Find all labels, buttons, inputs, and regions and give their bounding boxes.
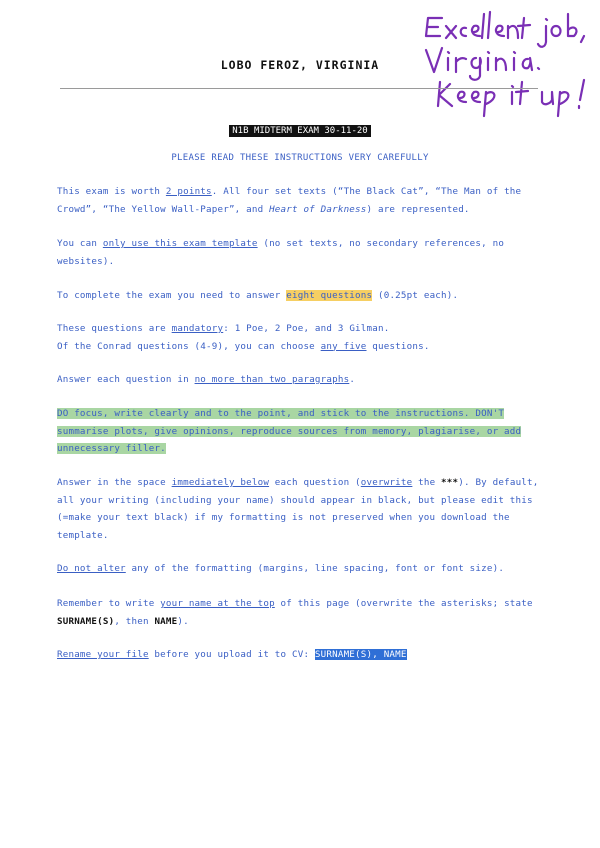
p9-text-e: , then [114,615,155,627]
instruction-name [57,595,547,630]
p10-filename-format: SURNAME(S), NAME [314,649,407,660]
p4-mandatory: mandatory [171,323,224,334]
p7-text-g: ). By default, all your writing (including your name) should appear in black, but please edit this (=make your text black) if my formatting is not preserved when you download the template. [57,477,539,541]
instruction-answer-space [57,474,547,544]
instruction-mandatory [57,320,547,355]
p3-text-c: (0.25pt each). [372,290,459,301]
p3-eight-questions: eight questions [286,290,373,301]
exam-title: N1B MIDTERM EXAM 30-11-20 [229,125,370,137]
p1-text-a: This exam is worth [57,186,166,197]
p9-surname: SURNAME(S) [57,615,115,627]
p5-two-paragraphs: no more than two paragraphs [194,374,350,385]
p7-asterisks: *** [441,477,459,488]
p4-text-a: These questions are [57,323,172,334]
instruction-length [57,371,547,389]
p7-text-a: Answer in the space [57,477,172,488]
handwriting-line-3 [438,80,584,116]
handwriting-line-1 [426,12,584,47]
p8-text-b: any of the formatting (margins, line spacing, font or font size). [125,563,505,574]
p3-text-a: To complete the exam you need to answer [57,290,287,301]
p7-overwrite: overwrite [360,477,413,488]
p9-name-at-top: your name at the top [160,598,275,609]
p1-text-c: . All four set texts (“The Black Cat”, “The Man of the Crowd”, “The Yellow Wall-Paper”, and [57,186,522,215]
p4-text-f: questions. [366,340,430,352]
p9-text-a: Remember to write [57,598,161,609]
instruction-formatting [57,560,547,578]
p4-text-c: : 1 Poe, 2 Poe, and 3 Gilman. [223,323,390,334]
instruction-template [57,235,547,270]
p5-text-a: Answer each question in [57,374,195,385]
p2-text-a: You can [57,238,103,249]
p2-template-only: only use this exam template [102,238,258,249]
exam-title-row [0,118,600,137]
p6-focus-text: DO focus, write clearly and to the point, and stick to the instructions. DON'T summarise plots, give opinions, reproduce sources from memory, plagiarise, or add unnecessary filler. [57,408,522,454]
header-divider [60,88,538,89]
p4-any-five: any five [320,340,367,352]
instructions-heading: PLEASE READ THESE INSTRUCTIONS VERY CAREFULLY [171,153,429,163]
student-name: LOBO FEROZ, VIRGINIA [220,58,380,72]
p8-do-not-alter: Do not alter [57,563,126,574]
p7-text-e: the [412,477,442,488]
p1-points-value: 2 points [165,186,212,197]
instruction-focus [57,405,547,458]
p10-text-b: before you upload it to CV: [148,649,315,660]
p2-text-c: (no set texts, no secondary references, no websites). [57,238,505,267]
p9-name: NAME [154,615,178,627]
p7-text-c: each question ( [269,477,361,488]
p7-immediately-below: immediately below [171,477,270,488]
instruction-rename [57,646,547,664]
instruction-questions [57,287,547,305]
p4-text-d: Of the Conrad questions (4-9), you can choose [57,340,321,352]
p1-text-e: ) are represented. [366,203,470,215]
p1-heart-of-darkness: Heart of Darkness [269,203,367,215]
p9-text-c: of this page (overwrite the asterisks; state [274,598,533,609]
p5-text-c: . [349,374,356,385]
p10-rename-your-file: Rename your file [57,649,149,660]
instruction-points [57,183,547,218]
p9-text-g: ). [177,615,189,627]
